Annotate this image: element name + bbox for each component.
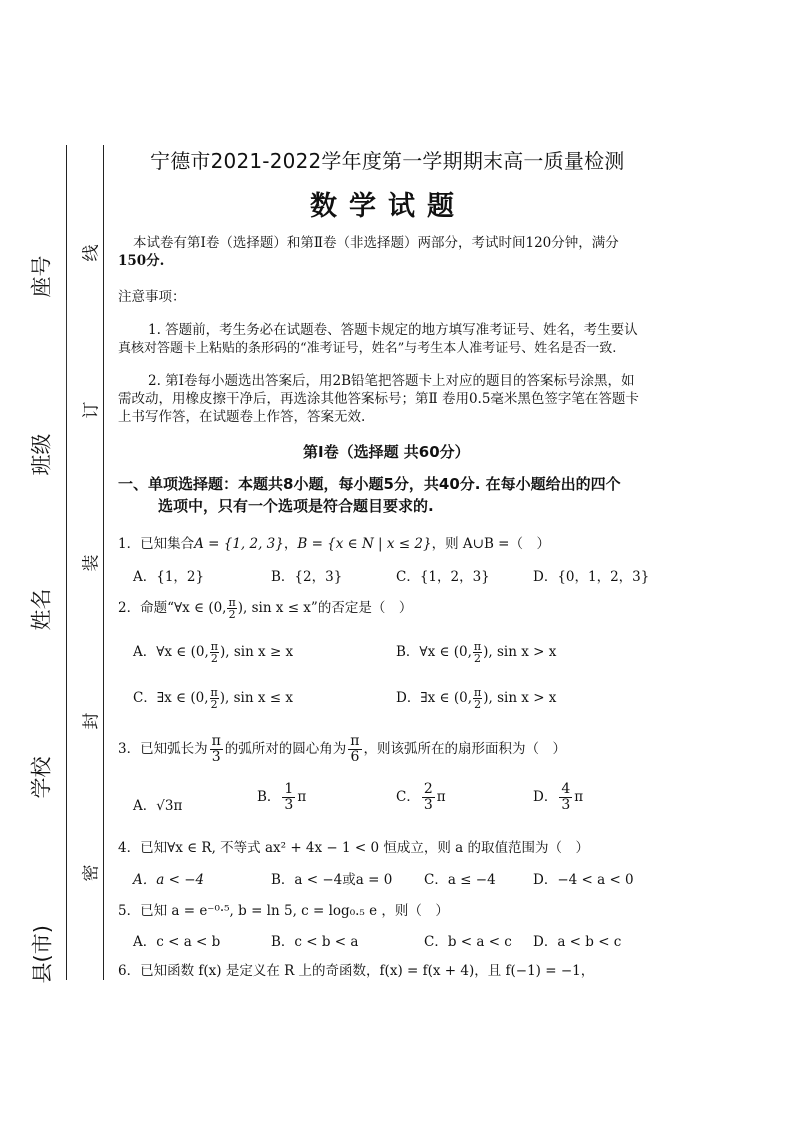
part1-title: 第Ⅰ卷（选择题 共60分） xyxy=(303,443,470,461)
binding-mark-line: 线 xyxy=(81,244,102,262)
question-5-stem: 5．已知 a = e⁻⁰·⁵, b = ln 5, c = log₀.₅ e ，则（ ） xyxy=(118,903,449,919)
question-4-option-c: C．a ≤ −4 xyxy=(424,872,496,888)
question-3-option-d: D． $\frac{4}{3}$ π xyxy=(533,781,584,813)
question-5-option-b: B．c < b < a xyxy=(271,934,359,950)
question-5-option-d: D．a < b < c xyxy=(533,934,622,950)
note-2-line-1: 2. 第Ⅰ卷每小题选出答案后，用2B铅笔把答题卡上对应的题目的答案标号涂黑，如 xyxy=(148,373,635,389)
field-seat-number: 座号 xyxy=(29,255,54,298)
question-3-option-a: A．√3π xyxy=(133,798,183,814)
question-4-option-b: B．a < −4或a = 0 xyxy=(271,872,393,888)
question-1-option-d: D．{0，1，2，3} xyxy=(533,569,650,585)
field-class: 班级 xyxy=(29,433,54,476)
field-line xyxy=(66,300,67,410)
question-6-stem: 6．已知函数 f(x) 是定义在 R 上的奇函数，f(x) = f(x + 4)，且 f(−1) = −1， xyxy=(118,963,595,979)
question-3-option-c: C． $\frac{2}{3}$ π xyxy=(396,781,446,813)
question-1-option-a: A．{1，2} xyxy=(133,569,205,585)
intro-line-2: 150分. xyxy=(118,253,165,269)
section-1-heading-cont: 选项中，只有一个选项是符合题目要求的. xyxy=(158,497,434,515)
notes-heading: 注意事项： xyxy=(118,289,186,305)
fraction-pi-over-3: $\frac{\pi}{3}$ xyxy=(211,733,221,765)
question-3-stem: 3．已知弧长为 $\frac{\pi}{3}$ 的弧所对的圆心角为 $\frac{\pi}{6}$ ，则该弧所在的扇形面积为（ ） xyxy=(118,733,566,765)
question-2-stem: 2．命题“∀x ∈ (0, $\frac{\pi}{2}$ ), sin x ≤ x”的否定是（ ） xyxy=(118,596,413,621)
note-2-line-3: 上书写作答，在试题卷上作答，答案无效. xyxy=(118,409,366,425)
question-2-option-b: B．∀x ∈ (0, $\frac{\pi}{2}$ ), sin x > x xyxy=(396,640,557,665)
note-2-line-2: 需改动，用橡皮擦干净后，再选涂其他答案标号；第Ⅱ 卷用0.5毫米黑色签字笔在答题卡 xyxy=(118,391,639,407)
question-1-option-b: B．{2，3} xyxy=(271,569,343,585)
intro-line-1: 本试卷有第Ⅰ卷（选择题）和第Ⅱ卷（非选择题）两部分，考试时间120分钟，满分 xyxy=(133,235,619,251)
field-county: 县(市) xyxy=(30,925,55,984)
binding-mark-ding: 订 xyxy=(81,401,102,419)
margin-line-outer xyxy=(66,145,67,980)
note-1-line-2: 真核对答题卡上粘贴的条形码的“准考证号，姓名”与考生本人准考证号、姓名是否一致. xyxy=(118,341,617,356)
margin-line-inner xyxy=(103,145,104,980)
section-1-heading: 一、单项选择题：本题共8小题，每小题5分，共40分. 在每小题给出的四个 xyxy=(118,475,621,493)
question-1-option-c: C．{1，2，3} xyxy=(396,569,490,585)
question-2-option-c: C．∃x ∈ (0, $\frac{\pi}{2}$ ), sin x ≤ x xyxy=(133,686,293,711)
question-4-option-d: D．−4 < a < 0 xyxy=(533,872,634,888)
exam-title: 宁德市2021-2022学年度第一学期期末高一质量检测 xyxy=(150,149,625,173)
binding-mark-mi: 密 xyxy=(81,864,102,882)
binding-mark-feng: 封 xyxy=(81,712,102,730)
fraction-pi-over-2: $\frac{\pi}{2}$ xyxy=(228,596,236,621)
question-3-option-b: B． $\frac{1}{3}$ π xyxy=(257,781,307,813)
binding-mark-zhuang: 装 xyxy=(81,554,102,572)
note-1-line-1: 1. 答题前，考生务必在试题卷、答题卡规定的地方填写准考证号、姓名，考生要认 xyxy=(148,322,638,338)
question-5-option-a: A．c < a < b xyxy=(133,934,221,950)
field-name: 姓名 xyxy=(29,588,54,631)
question-4-stem: 4．已知∀x ∈ R, 不等式 ax² + 4x − 1 < 0 恒成立，则 a 的取值范围为（ ） xyxy=(118,840,590,856)
question-5-option-c: C．b < a < c xyxy=(424,934,512,950)
fraction-pi-over-6: $\frac{\pi}{6}$ xyxy=(350,733,360,765)
question-4-option-a: A．a < −4 xyxy=(133,872,205,888)
question-1-stem: 1．已知集合A = {1, 2, 3}，B = {x ∈ N | x ≤ 2}，则 A∪B =（ ） xyxy=(118,536,550,552)
subject-title: 数学试题 xyxy=(310,191,466,222)
question-2-option-a: A．∀x ∈ (0, $\frac{\pi}{2}$ ), sin x ≥ x xyxy=(133,640,294,665)
question-2-option-d: D．∃x ∈ (0, $\frac{\pi}{2}$ ), sin x > x xyxy=(396,686,557,711)
field-school: 学校 xyxy=(29,756,54,799)
